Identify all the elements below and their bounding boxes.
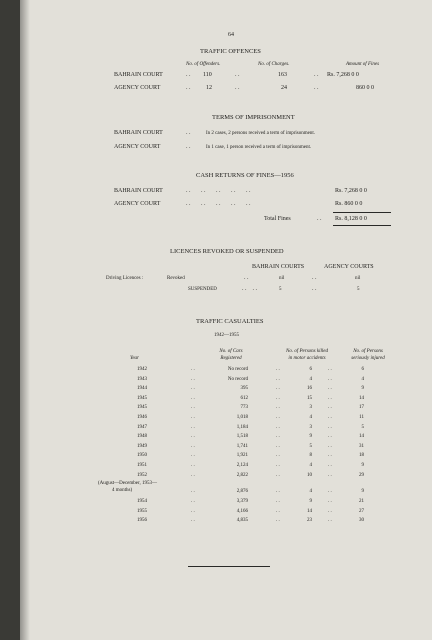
leader-dots: . . (276, 424, 280, 430)
casualty-cars: 3,379 (236, 498, 248, 504)
offences-offenders-agency: 12 (206, 85, 212, 91)
casualty-year: 1951 (137, 463, 147, 468)
leader-dots: . . (328, 498, 332, 504)
casualty-killed: 4 (309, 415, 312, 420)
col-cars-header-1: No. of Cars (219, 349, 243, 354)
casualty-killed: 14 (307, 508, 312, 514)
leader-dots: . . (191, 415, 195, 420)
casualty-year: 1947 (137, 424, 147, 430)
leader-dots: . . (186, 72, 191, 78)
casualty-year: 1956 (137, 518, 147, 524)
leader-dots: . . (191, 376, 195, 382)
leader-dots: . . (191, 453, 195, 459)
leader-dots: . . (191, 463, 195, 468)
casualty-killed: 4 (309, 489, 312, 494)
casualty-killed: 4 (309, 376, 312, 382)
casualty-year: 1948 (137, 434, 147, 440)
leader-dots: . . (312, 275, 317, 281)
casualties-period: 1942—1955 (214, 333, 239, 338)
leader-dots: . . (276, 453, 280, 459)
leader-dots: . . (328, 424, 332, 430)
page-number: 64 (228, 32, 234, 38)
cash-court-bahrain: BAHRAIN COURT (114, 188, 163, 194)
licences-status-suspended: SUSPENDED (188, 287, 217, 292)
col-injured-header-2: seriously injured (351, 356, 385, 361)
leader-dots: . . (328, 453, 332, 459)
leader-dots: . . (191, 424, 195, 430)
leader-dots: . . . . . . . . . . (186, 188, 251, 194)
cash-total-rule-bottom (333, 225, 391, 226)
col-fines-header: Amount of Fines (346, 62, 380, 67)
period-label-2: 4 months) (112, 488, 133, 493)
casualty-injured: 14 (359, 434, 364, 440)
casualty-injured: 27 (359, 508, 364, 514)
casualty-cars: 2,822 (236, 472, 248, 478)
casualty-cars: 4,166 (236, 508, 248, 514)
casualty-cars: 1,184 (236, 424, 248, 430)
casualty-cars: 1,018 (236, 415, 248, 420)
leader-dots: . . (312, 286, 317, 292)
casualty-cars: 1,741 (236, 443, 248, 449)
leader-dots: . . (328, 463, 332, 468)
casualty-killed: 10 (307, 472, 312, 478)
casualty-year: 1954 (137, 498, 147, 504)
leader-dots: . . (328, 367, 332, 372)
leader-dots: . . (328, 395, 332, 401)
casualty-killed: 23 (307, 518, 312, 524)
casualty-killed: 3 (309, 424, 312, 430)
leader-dots: . . . . . . . . . . (186, 201, 251, 207)
leader-dots: . . (191, 498, 195, 504)
leader-dots: . . (186, 144, 191, 150)
casualty-year: 1950 (137, 453, 147, 459)
leader-dots: . . (314, 72, 319, 78)
casualty-injured: 11 (359, 415, 364, 420)
leader-dots: . . (276, 518, 280, 524)
leader-dots: . . (191, 386, 195, 392)
leader-dots: . . (328, 386, 332, 392)
casualty-killed: 6 (309, 367, 312, 372)
footer-rule (188, 566, 270, 567)
leader-dots: . . (186, 130, 191, 136)
leader-dots: . . (276, 463, 280, 468)
casualty-injured: 30 (359, 518, 364, 524)
leader-dots: . . (191, 489, 195, 494)
cash-total-rule (333, 212, 391, 213)
cash-amount-bahrain: Rs. 7,268 0 0 (335, 188, 367, 194)
leader-dots: . . (276, 508, 280, 514)
leader-dots: . . (191, 443, 195, 449)
casualty-year: 1949 (137, 443, 147, 449)
licences-bahrain-revoked: nil (279, 276, 285, 281)
licences-col-bahrain: BAHRAIN COURTS (252, 264, 305, 270)
leader-dots: . . (328, 489, 332, 494)
casualty-killed: 9 (309, 434, 312, 440)
leader-dots: . . (276, 472, 280, 478)
leader-dots: . . (276, 395, 280, 401)
casualty-year: 1945 (137, 405, 147, 411)
leader-dots: . . (317, 216, 322, 222)
offences-fines-bahrain: Rs. 7,268 0 0 (327, 72, 359, 78)
col-cars-header-2: Registered (220, 356, 242, 361)
leader-dots: . . (276, 415, 280, 420)
leader-dots: . . (328, 405, 332, 411)
col-charges-header: No. of Charges. (258, 62, 290, 67)
leader-dots: . . (276, 376, 280, 382)
offences-court-agency: AGENCY COURT (114, 85, 161, 91)
leader-dots: . . (276, 405, 280, 411)
leader-dots: . . (191, 395, 195, 401)
casualty-killed: 4 (309, 463, 312, 468)
imprisonment-court-agency: AGENCY COURT (114, 144, 161, 150)
traffic-offences-title: TRAFFIC OFFENCES (200, 48, 261, 55)
leader-dots: . . (328, 415, 332, 420)
casualty-cars: 1,921 (236, 453, 248, 459)
offences-court-bahrain: BAHRAIN COURT (114, 72, 163, 78)
casualty-injured: 9 (361, 463, 364, 468)
offences-charges-agency: 24 (281, 85, 287, 91)
licences-agency-suspended: 5 (357, 287, 360, 292)
imprisonment-court-bahrain: BAHRAIN COURT (114, 130, 163, 136)
leader-dots: . . (276, 386, 280, 392)
casualty-cars: 1,518 (236, 434, 248, 440)
imprisonment-title: TERMS OF IMPRISONMENT (212, 114, 295, 121)
casualty-injured: 18 (359, 453, 364, 459)
leader-dots: . . (276, 443, 280, 449)
casualty-killed: 5 (309, 443, 312, 449)
leader-dots: . . (328, 518, 332, 524)
casualty-killed: 8 (309, 453, 312, 459)
licences-col-agency: AGENCY COURTS (324, 264, 374, 270)
leader-dots: . . (244, 275, 249, 281)
casualty-year: 1943 (137, 376, 147, 382)
casualty-injured: 4 (361, 376, 364, 382)
casualty-cars: 773 (240, 405, 248, 411)
casualty-killed: 16 (307, 386, 312, 392)
leader-dots: . . (191, 405, 195, 411)
leader-dots: . . . . (242, 286, 257, 292)
leader-dots: . . (328, 376, 332, 382)
leader-dots: . . (328, 434, 332, 440)
casualty-injured: 31 (359, 443, 364, 449)
casualty-year: 1945 (137, 395, 147, 401)
leader-dots: . . (314, 85, 319, 91)
casualty-cars: 2,876 (236, 489, 248, 494)
leader-dots: . . (191, 367, 195, 372)
cash-returns-title: CASH RETURNS OF FINES—1956 (196, 172, 294, 179)
casualty-injured: 21 (359, 498, 364, 504)
leader-dots: . . (235, 85, 240, 91)
casualty-killed: 3 (309, 405, 312, 411)
casualty-year: 1952 (137, 472, 147, 478)
casualty-cars: 612 (240, 395, 248, 401)
leader-dots: . . (191, 508, 195, 514)
casualty-injured: 6 (361, 367, 364, 372)
leader-dots: . . (276, 434, 280, 440)
casualty-killed: 9 (309, 498, 312, 504)
casualty-year: 1942 (137, 367, 147, 372)
col-year-header: Year (130, 356, 139, 361)
leader-dots: . . (186, 85, 191, 91)
cash-total-label: Total Fines (264, 216, 291, 222)
leader-dots: . . (276, 367, 280, 372)
cash-amount-agency: Rs. 860 0 0 (335, 201, 363, 207)
imprisonment-text-bahrain: In 2 cases, 2 persons received a term of imprisonment. (206, 131, 315, 136)
licences-bahrain-suspended: 5 (279, 287, 282, 292)
casualty-injured: 14 (359, 395, 364, 401)
casualty-injured: 17 (359, 405, 364, 411)
document-page (20, 0, 432, 640)
casualty-year: 1944 (137, 386, 147, 392)
licences-title: LICENCES REVOKED OR SUSPENDED (170, 248, 284, 255)
period-label-1: (August—December, 1953— (98, 481, 157, 486)
casualty-injured: 5 (361, 424, 364, 430)
licences-row-label: Driving Licences : (106, 276, 144, 281)
leader-dots: . . (191, 518, 195, 524)
casualty-killed: 15 (307, 395, 312, 401)
casualty-year: 1955 (137, 508, 147, 514)
col-killed-header-1: No. of Persons killed (286, 349, 328, 354)
casualty-injured: 9 (361, 386, 364, 392)
casualty-cars: No record (227, 367, 248, 372)
leader-dots: . . (235, 72, 240, 78)
licences-status-revoked: Revoked (167, 276, 185, 281)
cash-court-agency: AGENCY COURT (114, 201, 161, 207)
casualty-injured: 29 (359, 472, 364, 478)
casualties-title: TRAFFIC CASUALTIES (196, 318, 264, 325)
leader-dots: . . (328, 443, 332, 449)
casualty-cars: 395 (240, 386, 248, 392)
licences-agency-revoked: nil (355, 276, 361, 281)
casualty-year: 1946 (137, 415, 147, 420)
leader-dots: . . (328, 508, 332, 514)
casualty-cars: 4,835 (236, 518, 248, 524)
col-killed-header-2: in motor accidents (288, 356, 326, 361)
leader-dots: . . (328, 472, 332, 478)
col-offenders-header: No. of Offenders. (186, 62, 221, 67)
imprisonment-text-agency: In 1 case, 1 person received a term of imprisonment. (206, 145, 312, 150)
offences-offenders-bahrain: 110 (203, 72, 212, 78)
leader-dots: . . (276, 498, 280, 504)
leader-dots: . . (276, 489, 280, 494)
leader-dots: . . (191, 434, 195, 440)
col-injured-header-1: No. of Persons (353, 349, 383, 354)
casualty-cars: No record (227, 376, 248, 382)
casualty-injured: 9 (361, 489, 364, 494)
offences-fines-agency: 860 0 0 (356, 85, 374, 91)
offences-charges-bahrain: 163 (278, 72, 287, 78)
casualty-cars: 2,124 (236, 463, 248, 468)
leader-dots: . . (191, 472, 195, 478)
cash-total-amount: Rs. 8,128 0 0 (335, 216, 367, 222)
